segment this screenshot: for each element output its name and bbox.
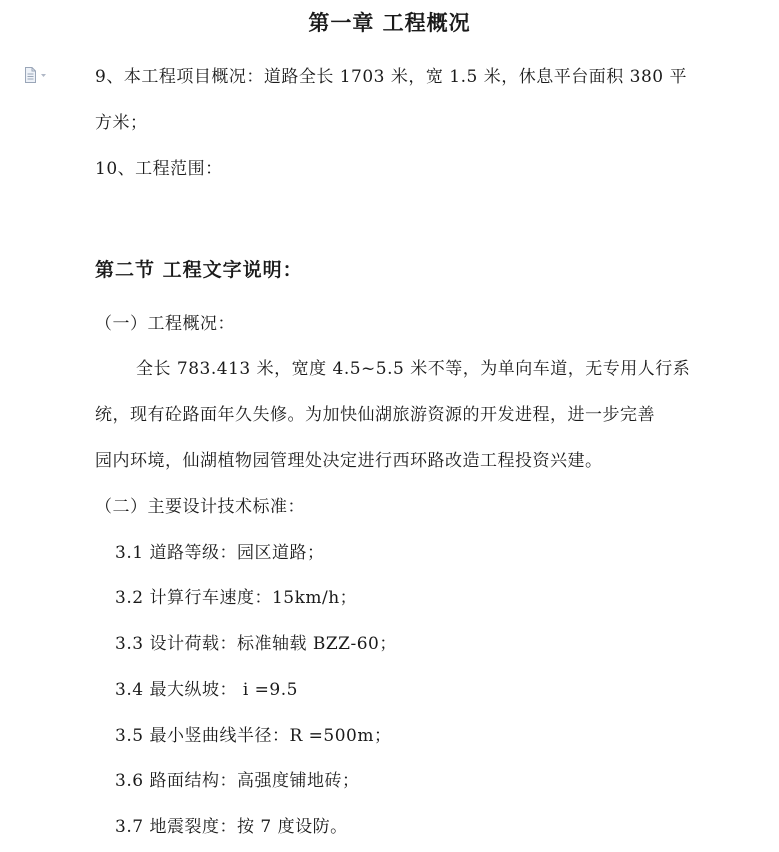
standard-item: 3.4 最大纵坡： i =9.5 bbox=[115, 680, 298, 700]
chapter-title: 第一章 工程概况 bbox=[308, 11, 471, 35]
overview-item-10: 10、工程范围： bbox=[95, 159, 223, 179]
standard-item: 3.6 路面结构：高强度铺地砖； bbox=[115, 771, 360, 791]
subsection-2-heading: （二）主要设计技术标准： bbox=[95, 497, 305, 517]
subsection-1-body-line-3: 园内环境，仙湖植物园管理处决定进行西环路改造工程投资兴建。 bbox=[95, 451, 603, 471]
section-title: 第二节 工程文字说明： bbox=[95, 259, 303, 281]
document-icon[interactable] bbox=[24, 67, 50, 83]
standard-item: 3.1 道路等级：园区道路； bbox=[115, 543, 325, 563]
subsection-1-body-line-1: 全长 783.413 米，宽度 4.5~5.5 米不等，为单向车道，无专用人行系 bbox=[136, 359, 691, 379]
standard-item: 3.3 设计荷载：标准轴载 BZZ-60； bbox=[115, 634, 397, 654]
overview-item-9-line-2: 方米； bbox=[95, 113, 148, 133]
standard-item: 3.5 最小竖曲线半径：R =500m； bbox=[115, 726, 392, 746]
document-icon-graphic bbox=[24, 67, 50, 83]
subsection-1-heading: （一）工程概况： bbox=[95, 314, 235, 334]
standard-item: 3.2 计算行车速度：15km/h； bbox=[115, 588, 358, 608]
standard-item: 3.7 地震裂度：按 7 度设防。 bbox=[115, 817, 348, 837]
subsection-1-body-line-2: 统，现有砼路面年久失修。为加快仙湖旅游资源的开发进程，进一步完善 bbox=[95, 405, 655, 425]
overview-item-9-line-1: 9、本工程项目概况：道路全长 1703 米，宽 1.5 米，休息平台面积 380 平 bbox=[95, 67, 687, 87]
chevron-down-icon bbox=[41, 74, 46, 77]
